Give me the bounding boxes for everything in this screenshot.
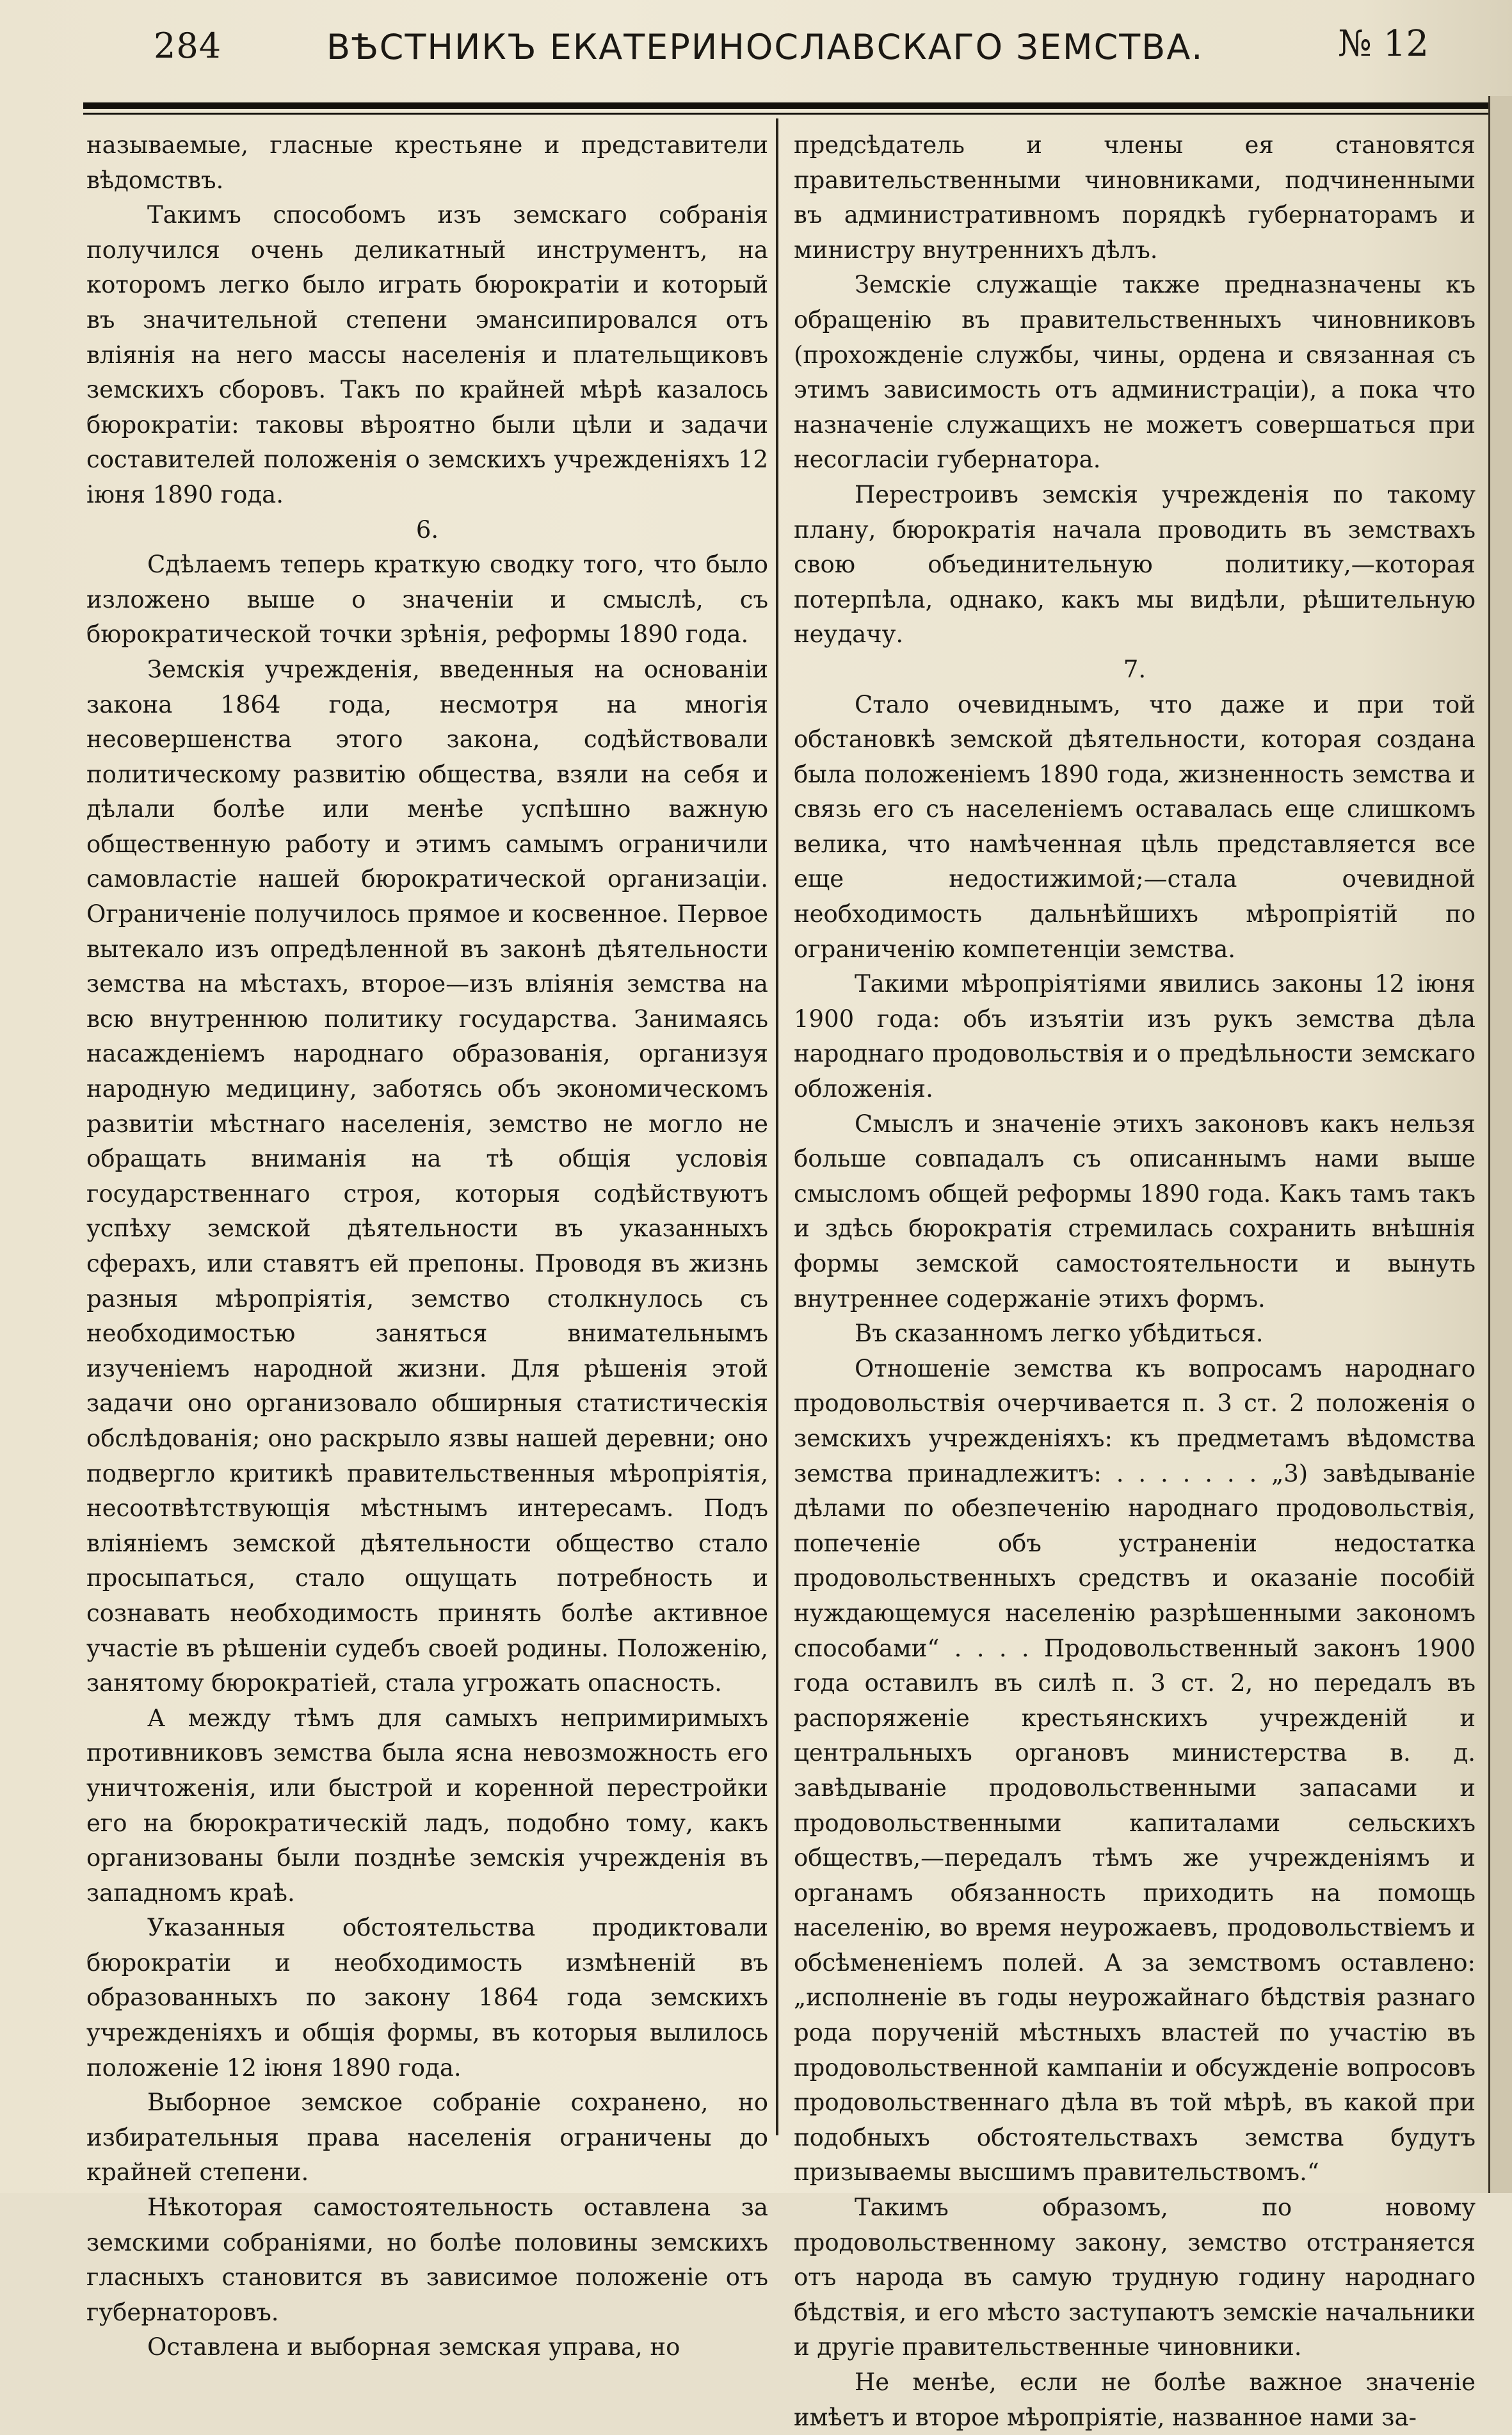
paragraph: Земскіе служащіе также предназначены къ обращенію въ правительственныхъ чиновниковъ (прохожденіе службы, чины, ордена и связанная съ этимъ зависимость отъ администраціи), а пока что назначеніе служащихъ не можетъ совершаться при несогласіи губернатора. xyxy=(794,271,1476,474)
paragraph: Стало очевиднымъ, что даже и при той обстановкѣ земской дѣятельности, которая создана была положеніемъ 1890 года, жизненность земства и связь его съ населеніемъ оставалась еще слишкомъ велика, что намѣченная цѣль представляется все еще недостижимой;—стала очевидной необходимость дальнѣйшихъ мѣропріятій по ограниченію компетенціи земства. xyxy=(794,690,1476,963)
paragraph: Такими мѣропріятіями явились законы 12 іюня 1900 года: объ изъятіи изъ рукъ земства дѣла народнаго продовольствія и о предѣльности земскаго обложенія. xyxy=(794,970,1476,1103)
paragraph: Отношеніе земства къ вопросамъ народнаго продовольствія очерчивается п. 3 ст. 2 положенія о земскихъ учрежденіяхъ: къ предметамъ вѣдомства земства принадлежитъ: . . . . . . . „3) завѣдываніе дѣлами по обезпеченію народнаго продовольствія, попеченіе объ устраненіи недостатка продовольственныхъ средствъ и оказаніе пособій нуждающемуся населенію разрѣшенными закономъ способами“ . . . . Продовольственный законъ 1900 года оставилъ въ силѣ п. 3 ст. 2, но передалъ въ распоряженіе крестьянскихъ учрежденій и центральныхъ органовъ министерства в. д. завѣдываніе продовольственными запасами и продовольственными капиталами сельскихъ обществъ,—передалъ тѣмъ же учрежденіямъ и органамъ обязанность приходить на помощь населенію, во время неурожаевъ, продовольствіемъ и обсѣмененіемъ полей. А за земствомъ оставлено: „исполненіе въ годы неурожайнаго бѣдствія разнаго рода порученій мѣстныхъ властей по участію въ продовольственной кампаніи и обсужденіе вопросовъ продовольственнаго дѣла въ той мѣрѣ, въ какой при подобныхъ обстоятельствахъ земства будутъ призываемы высшимъ правительствомъ.“ xyxy=(794,1354,1476,2187)
paragraph: Оставлена и выборная земская управа, но xyxy=(147,2333,680,2361)
paragraph: называемые, гласные крестьяне и представители вѣдомствъ. xyxy=(86,131,768,194)
column-divider xyxy=(776,118,778,2135)
adjacent-page-edge xyxy=(1488,96,1512,2193)
paragraph: А между тѣмъ для самыхъ непримиримыхъ противниковъ земства была ясна невозможность его уничтоженія, или быстрой и коренной перестройки его на бюрократическій ладъ, подобно тому, какъ организованы были позднѣе земскія учрежденія въ западномъ краѣ. xyxy=(86,1704,768,1907)
page-number: 284 xyxy=(154,26,222,66)
journal-title: ВѢСТНИКЪ ЕКАТЕРИНОСЛАВСКАГО ЗЕМСТВА. xyxy=(326,27,1204,67)
left-column xyxy=(86,128,768,2365)
paragraph: Смыслъ и значеніе этихъ законовъ какъ нельзя больше совпадалъ съ описаннымъ нами выше смысломъ общей реформы 1890 года. Какъ тамъ такъ и здѣсь бюрократія стремилась сохранить внѣшнія формы земской самостоятельности и вынуть внутреннее содержаніе этихъ формъ. xyxy=(794,1110,1476,1313)
paragraph: Такимъ способомъ изъ земскаго собранія получился очень деликатный инструментъ, на которомъ легко было играть бюрократіи и который въ значительной степени эмансипировался отъ вліянія на него массы населенія и плательщиковъ земскихъ сборовъ. Такъ по крайней мѣрѣ казалось бюрократіи: таковы вѣроятно были цѣли и задачи составителей положенія о земскихъ учрежденіяхъ 12 іюня 1890 года. xyxy=(86,201,768,508)
paragraph: Такимъ образомъ, по новому продовольственному закону, земство отстраняется отъ народа въ самую трудную годину народнаго бѣдствія, и его мѣсто заступаютъ земскіе начальники и другіе правительственные чиновники. xyxy=(794,2194,1476,2361)
paragraph: Выборное земское собраніе сохранено, но избирательныя права населенія ограничены до крайней степени. xyxy=(86,2089,768,2187)
paragraph: Указанныя обстоятельства продиктовали бюрократіи и необходимость измѣненій въ образованныхъ по закону 1864 года земскихъ учрежденіяхъ и общія формы, въ которыя вылилось положеніе 12 іюня 1890 года. xyxy=(86,1914,768,2082)
paragraph: Земскія учрежденія, введенныя на основаніи закона 1864 года, несмотря на многія несовершенства этого закона, содѣйствовали политическому развитію общества, взяли на себя и дѣлали болѣе или менѣе успѣшно важную общественную работу и этимъ самымъ ограничили самовластіе нашей бюрократической организаціи. Ограниченіе получилось прямое и косвенное. Первое вытекало изъ опредѣленной въ законѣ дѣятельности земства на мѣстахъ, второе—изъ вліянія земства на всю внутреннюю политику государства. Занимаясь насажденіемъ народнаго образованія, организуя народную медицину, заботясь объ экономическомъ развитіи мѣстнаго населенія, земство не могло не обращать вниманія на тѣ общія условія государственнаго строя, которыя содѣйствуютъ успѣху земской дѣятельности въ указанныхъ сферахъ, или ставятъ ей препоны. Проводя въ жизнь разныя мѣропріятія, земство столкнулось съ необходимостью заняться внимательнымъ изученіемъ народной жизни. Для рѣшенія этой задачи оно организовало обширныя статистическія обслѣдованія; оно раскрыло язвы нашей деревни; оно подвергло критикѣ правительственныя мѣропріятія, несоотвѣтствующія мѣстнымъ интересамъ. Подъ вліяніемъ земской дѣятельности общество стало просыпаться, стало ощущать потребность и сознавать необходимость принять болѣе активное участіе въ рѣшеніи судебъ своей родины. Положенію, занятому бюрократіей, стала угрожать опасность. xyxy=(86,655,768,1697)
right-column xyxy=(794,128,1476,2435)
issue-number: № 12 xyxy=(1338,23,1429,65)
paragraph: Не менѣе, если не болѣе важное значеніе имѣетъ и второе мѣропріятіе, названное нами за- xyxy=(794,2368,1476,2431)
paragraph: Сдѣлаемъ теперь краткую сводку того, что было изложено выше о значеніи и смыслѣ, съ бюрократической точки зрѣнія, реформы 1890 года. xyxy=(86,551,768,649)
paragraph: предсѣдатель и члены ея становятся правительственными чиновниками, подчиненными въ административномъ порядкѣ губернаторамъ и министру внутреннихъ дѣлъ. xyxy=(794,131,1476,264)
paragraph: Нѣкоторая самостоятельность оставлена за земскими собраніями, но болѣе половины земскихъ гласныхъ становится въ зависимое положеніе отъ губернаторовъ. xyxy=(86,2194,768,2326)
header-rule xyxy=(83,102,1498,109)
section-number: 6. xyxy=(415,515,439,544)
paragraph: Перестроивъ земскія учрежденія по такому плану, бюрократія начала проводить въ земствахъ свою объединительную политику,—которая потерпѣла, однако, какъ мы видѣли, рѣшительную неудачу. xyxy=(794,480,1476,649)
header-rule-thin xyxy=(83,113,1498,115)
section-number: 7. xyxy=(1123,655,1146,683)
page-header xyxy=(83,19,1429,83)
paragraph: Въ сказанномъ легко убѣдиться. xyxy=(855,1320,1264,1348)
